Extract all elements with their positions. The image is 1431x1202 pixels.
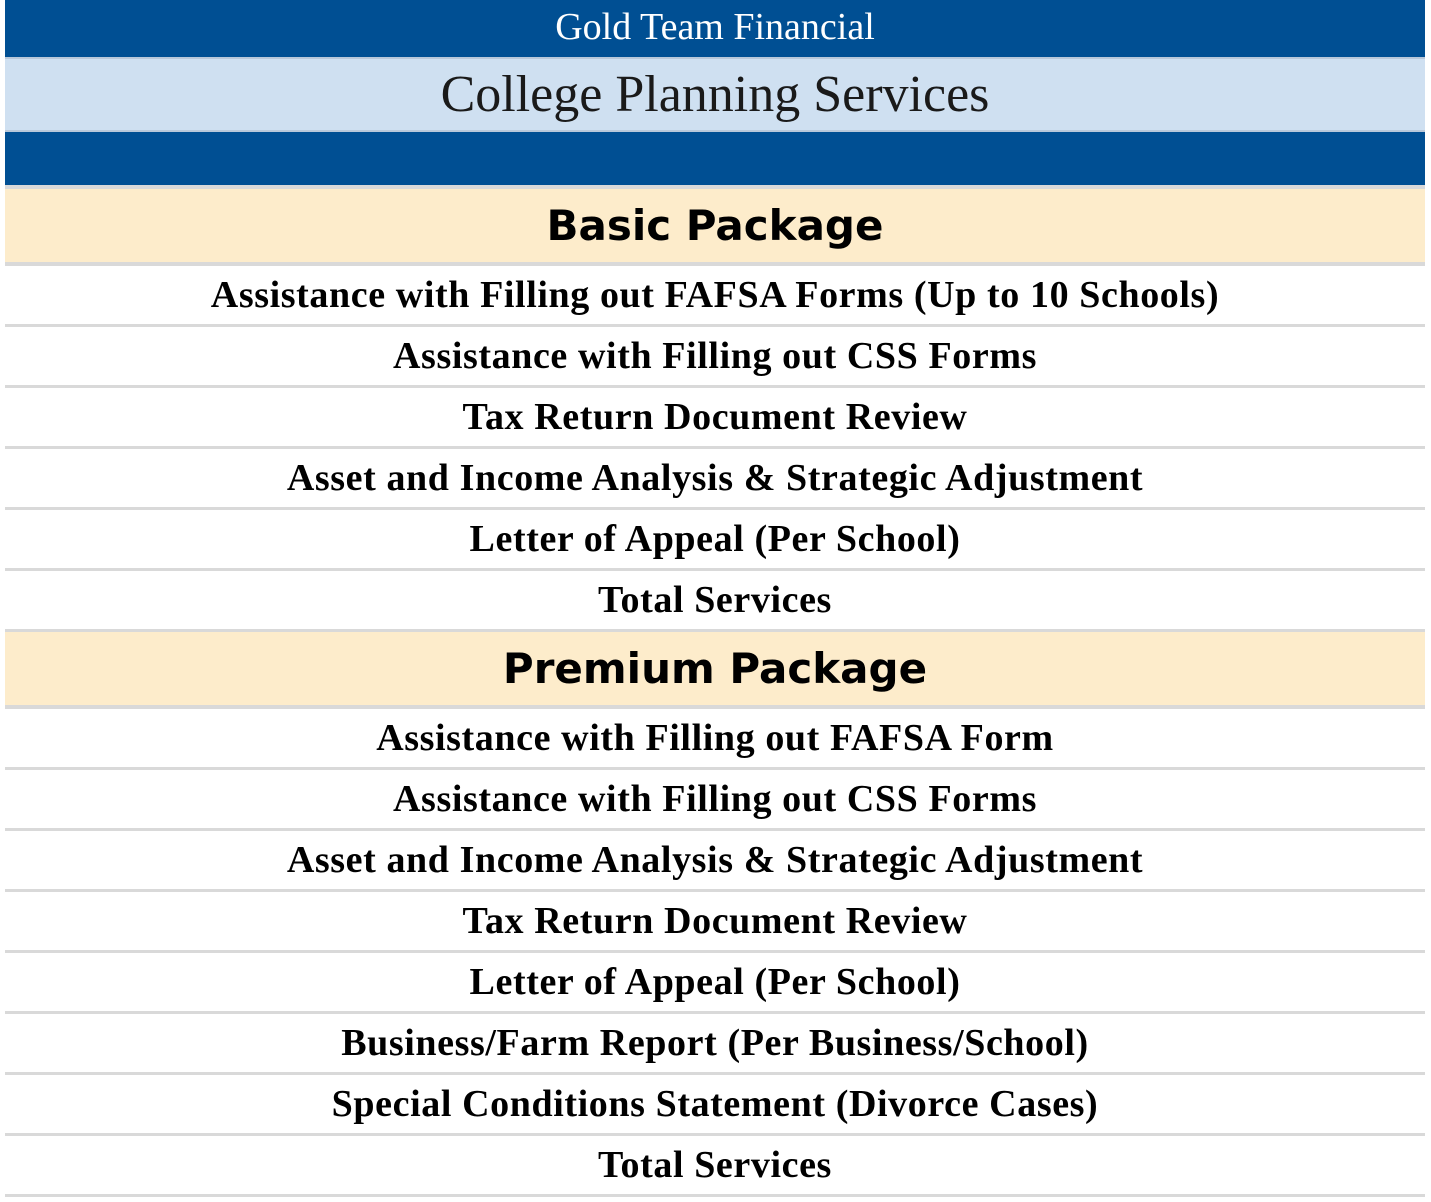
service-row: Asset and Income Analysis & Strategic Adjustment xyxy=(5,831,1425,892)
service-row: Tax Return Document Review xyxy=(5,388,1425,449)
pricing-sheet xyxy=(5,0,1425,1197)
premium-package-section xyxy=(5,632,1425,1197)
service-row: Assistance with Filling out CSS Forms xyxy=(5,770,1425,831)
service-row: Business/Farm Report (Per Business/School) xyxy=(5,1014,1425,1075)
service-row: Special Conditions Statement (Divorce Cases) xyxy=(5,1075,1425,1136)
basic-package-section xyxy=(5,189,1425,632)
total-services-row: Total Services xyxy=(5,1136,1425,1197)
package-title-basic: Basic Package xyxy=(5,189,1425,266)
header-divider-bar xyxy=(5,132,1425,189)
package-title-premium: Premium Package xyxy=(5,632,1425,709)
service-row: Tax Return Document Review xyxy=(5,892,1425,953)
service-row: Asset and Income Analysis & Strategic Adjustment xyxy=(5,449,1425,510)
service-row: Letter of Appeal (Per School) xyxy=(5,510,1425,571)
service-row: Letter of Appeal (Per School) xyxy=(5,953,1425,1014)
service-row: Assistance with Filling out CSS Forms xyxy=(5,327,1425,388)
page-title: College Planning Services xyxy=(5,57,1425,132)
service-row: Assistance with Filling out FAFSA Forms (Up to 10 Schools) xyxy=(5,266,1425,327)
total-services-row: Total Services xyxy=(5,571,1425,632)
service-row: Assistance with Filling out FAFSA Form xyxy=(5,709,1425,770)
company-name: Gold Team Financial xyxy=(5,0,1425,57)
